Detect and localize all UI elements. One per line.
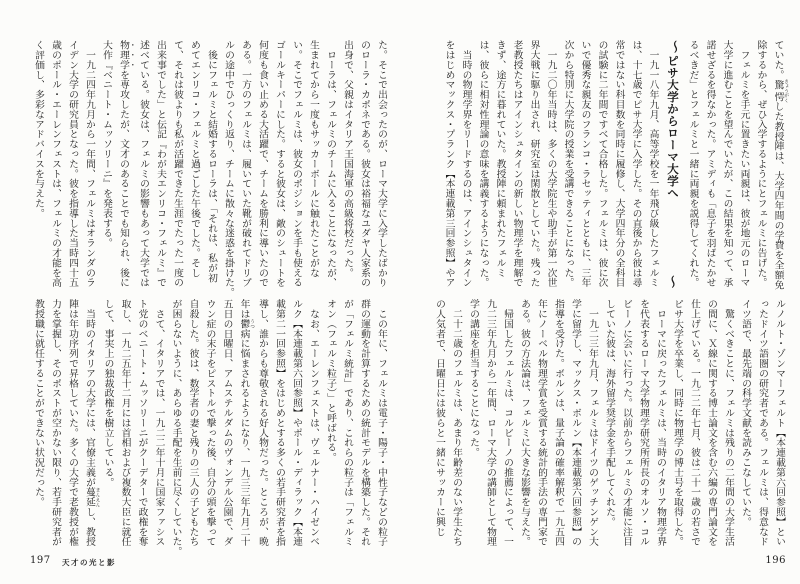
text-column: 群の運動を計算するための統計モデルを構築した。それ xyxy=(359,299,370,547)
text-column: 出来事でした」と伝記『わが夫エンリコ・フェルミ』で xyxy=(155,40,166,288)
text-column: 五日の日曜日、アムステルダムのヴォンデル公園で、ダ xyxy=(221,299,233,547)
text-column: 学に留学し、マックス・ボルン【本連載第六回参照】の xyxy=(570,299,581,547)
text-column: 大作『ベニート・ムッソリーニ』を発表する。 xyxy=(101,40,112,248)
wave-ornament-top: 〜 xyxy=(666,40,681,54)
text-column: が困らないように、あらゆる手配を生前に尽くしていた。 xyxy=(170,299,182,557)
text-column: 当時の物理学界をリードするのは、アインシュタイン xyxy=(460,40,472,288)
text-column: 導し、誰からも尊敬される好人物だった。ところが、晩 xyxy=(257,299,268,547)
text-column: ローマに戻ったフェルミは、当時のイタリア物理学界 xyxy=(655,299,666,547)
text-column: 次から特別に大学院の授業を受講できることになった。 xyxy=(562,40,574,288)
text-column: イツ語で、最先端の科学文献を読みこなしていた。 xyxy=(740,299,751,527)
text-column: 一九二三年九月、フェルミはドイツのゲッチンゲン大 xyxy=(587,299,598,547)
page-number-196: 196 xyxy=(765,555,786,566)
text-column: た。そこで出会ったのが、ローマ大学に入学したばかり xyxy=(376,40,387,288)
text-column: のローラ・カポネである。彼女は裕福なユダヤ人家系の xyxy=(359,40,370,288)
text-column: していた彼は、海外留学奨学金を手配してくれた。 xyxy=(604,299,615,527)
text-column: の試験に二年間ですべて合格した。フェルミは、彼に次 xyxy=(596,40,608,288)
text-column: 九二三年九月から一年間、ローマ大学の講師として物理 xyxy=(485,299,496,547)
text-column: 年は鬱 うつ病に悩まされるようになり、一九三三年九月二十 xyxy=(238,299,254,547)
text-column: いで優秀な親友のフランコ・ラセッティとともに、三年 xyxy=(579,40,591,288)
text-column: ト党のベニート・ムッソリーニがクーデターで政権を奪 xyxy=(136,299,148,547)
text-column: 一九二四年九月から一年間、フェルミはオランダのラ xyxy=(84,40,95,288)
text-column: 力を掌握し、そのポストが空かない限り、若手研究者が xyxy=(50,299,61,547)
text-column: 何度も食い止める大活躍で、チームを勝利に導いたので xyxy=(257,40,268,288)
text-column: 一九二〇年当時は、多くの大学院生や助手が第一次世 xyxy=(545,40,557,288)
left-page-bottom-text-block xyxy=(30,299,390,557)
text-column: 載第二一回参照】をはじめとする多くの若手研究者を指 xyxy=(274,299,285,547)
text-column: オン（フェルミ粒子）」と呼ばれる。 xyxy=(325,299,336,463)
text-column: 仕上げている。一九二二年七月、彼は二十一歳の若さで xyxy=(689,299,700,547)
text-column: 諾せざるを得なかった。アミディも「息子を羽ばたかせ xyxy=(704,40,716,288)
text-column: フェルミを手元に置きたい両親は、彼が地元のローマ xyxy=(738,40,750,288)
text-column: ルの途中でひっくり返り、チームに散々な迷惑を掛けた。 xyxy=(223,40,234,298)
text-column: 一九一八年九月、高等学校を一年飛び級したフェルミ xyxy=(647,40,659,288)
text-column: 当時のイタリアの大学には、官僚主義が蔓延 まんえんし、教授 xyxy=(84,299,100,547)
text-column: ったドイツ語圏の研究者である。フェルミは、得意なド xyxy=(757,299,768,547)
section-heading xyxy=(662,40,685,288)
text-column: ある。一方のフェルミは、履いていた靴が破れてドリブ xyxy=(240,40,251,288)
right-page-bottom-text-block xyxy=(431,299,788,547)
text-column: 帰国したフェルミは、コルビーノの推薦によって、一 xyxy=(502,299,513,547)
text-column: ローラは、フェルミのチームに入ることになったが、 xyxy=(325,40,336,288)
text-column: るべきだ」とフェルミと一緒に両親を説得してくれた。 xyxy=(687,40,699,288)
text-column: ルク【本連載第六回参照】やポール・ディラック【本連 xyxy=(291,299,302,547)
text-column: をはじめマックス・プランク【本連載第三回参照】やア xyxy=(443,40,455,288)
text-column: て、それは彼よりも私が活躍できた生涯でたった一度の xyxy=(172,40,183,288)
text-column: 取し、一九二五年十二月には首相および複数大臣に就任 xyxy=(119,299,131,547)
text-column: ピサ大学を卒業し、同時に物理学の博士号を取得した。 xyxy=(672,299,683,547)
text-column: 年にノーベル物理学賞を受賞する統計的手法の専門家で xyxy=(536,299,547,547)
text-column: 大学に進むことを望んでいたが、この結果を知って、承 xyxy=(721,40,733,288)
text-column: は、彼らに相対性理論の意味を講義するようになった。 xyxy=(477,40,489,288)
text-column: が「フェルミ統計」であり、これらの粒子は「フェルミ xyxy=(342,299,353,547)
text-column: めてエンリコ・フェルミと過ごした午後でした。そし xyxy=(189,40,200,278)
wave-ornament-bottom: 〜 xyxy=(663,274,679,288)
text-column: して、事実上の独裁政権を樹立している。 xyxy=(102,299,114,488)
section-heading-text: ピサ大学からローマ大学へ xyxy=(666,55,680,200)
text-column: を代表するローマ大学物理学研究所所長のオルソ・コル xyxy=(638,299,649,547)
text-column: 教授職に就任することができない状況だった。 xyxy=(33,299,44,507)
text-column: きず、途方に暮れていた。教授陣に頼まれたフェルミ xyxy=(494,40,506,278)
text-column: ある。彼の方法論は、フェルミに大きな影響を与えた。 xyxy=(519,299,530,547)
text-column: ビーノに会いに行った。以前からフェルミの才能に注目 xyxy=(621,299,632,547)
page-number-197: 197 xyxy=(30,555,51,566)
text-column: 指導を受けた。ボルンは、量子論の確率解釈で一九五四 xyxy=(553,299,564,547)
running-title: 天才の光と影 xyxy=(62,558,116,567)
text-column: 陣は年功序列で昇格していた。多くの大学で老教授が権 xyxy=(67,299,78,547)
text-column: ていた。驚愕 きょうがくした教授陣は、大学四年間の学費を全額免 xyxy=(772,40,788,290)
text-column: ルノルト・ゾンマーフェルト【本連載第六回参照】とい xyxy=(774,299,785,547)
text-column: 自殺した。彼は、数学者の妻と残りの三人の子どもたち xyxy=(187,299,199,547)
text-column: は、十七歳でピサ大学に入学した。その直後から彼は尋 xyxy=(630,40,642,288)
text-column: 老教授たちはアインシュタインの新しい物理学を理解で xyxy=(511,40,523,288)
text-column: い。そこでフェルミは、彼女のポジションを手も使える xyxy=(291,40,302,288)
text-column: 学の講座を担当することになった。 xyxy=(468,299,479,458)
text-column: 二十二歳のフェルミは、あまり年齢差のない学生たち xyxy=(451,299,462,547)
text-column: さて、イタリアでは、一九二二年十月に国家ファシス xyxy=(153,299,165,547)
text-column: の間に、Ｘ線に関する博士論文を含む六編の専門論文を xyxy=(706,299,717,547)
text-column: なお、エーレンフェストは、ヴェルナー・ハイゼンベ xyxy=(308,299,319,547)
text-column: 驚くべきことに、フェルミは残りの二年間の大学生活 xyxy=(723,299,734,547)
text-column: く評価し、多彩なアドバイスを与えた。 xyxy=(33,40,44,219)
text-column: 後にフェルミと結婚するローラは、「それは、私が初 xyxy=(206,40,217,283)
text-column: 述べている。彼女は、フェルミの影響もあって大学では xyxy=(138,40,149,288)
text-column: 界大戦に駆り出され、研究室は閑散としていた。残った xyxy=(528,40,540,288)
left-page-top-text-block xyxy=(30,40,390,298)
text-column: 常ではない科目数を同時に履修し、大学四年分の全科目 xyxy=(613,40,625,288)
text-column: 生まれてから一度もサッカーボールに触れたことがな xyxy=(308,40,319,278)
text-column: 歳のポール・エーレンフェストは、フェルミの才能を高 xyxy=(50,40,61,288)
text-column: この年に、フェルミは電子・陽子・中性子などの粒子 xyxy=(376,299,387,547)
text-column: 除するから、ぜひ入学するようにとフェルミに告げた。 xyxy=(755,40,767,288)
text-column: 出身で、父親はイタリア王国海軍の高級将校だった。 xyxy=(342,40,353,278)
text-column: ウン症の末子をピストルで撃った後、自分の頭を撃って xyxy=(204,299,216,547)
text-column: ゴールキーパーにした。すると彼女は、敵のシュートを xyxy=(274,40,285,288)
right-page-top-text-block xyxy=(441,40,789,288)
text-column: の人気者で、日曜日には彼らと一緒にサッカーに興じ xyxy=(434,299,445,537)
text-column: イデン大学の研究員となった。彼を指導した当時四十五 xyxy=(67,40,78,288)
text-column: 物理学を専攻したが、文才のあることでも知られ、後に xyxy=(118,40,129,288)
